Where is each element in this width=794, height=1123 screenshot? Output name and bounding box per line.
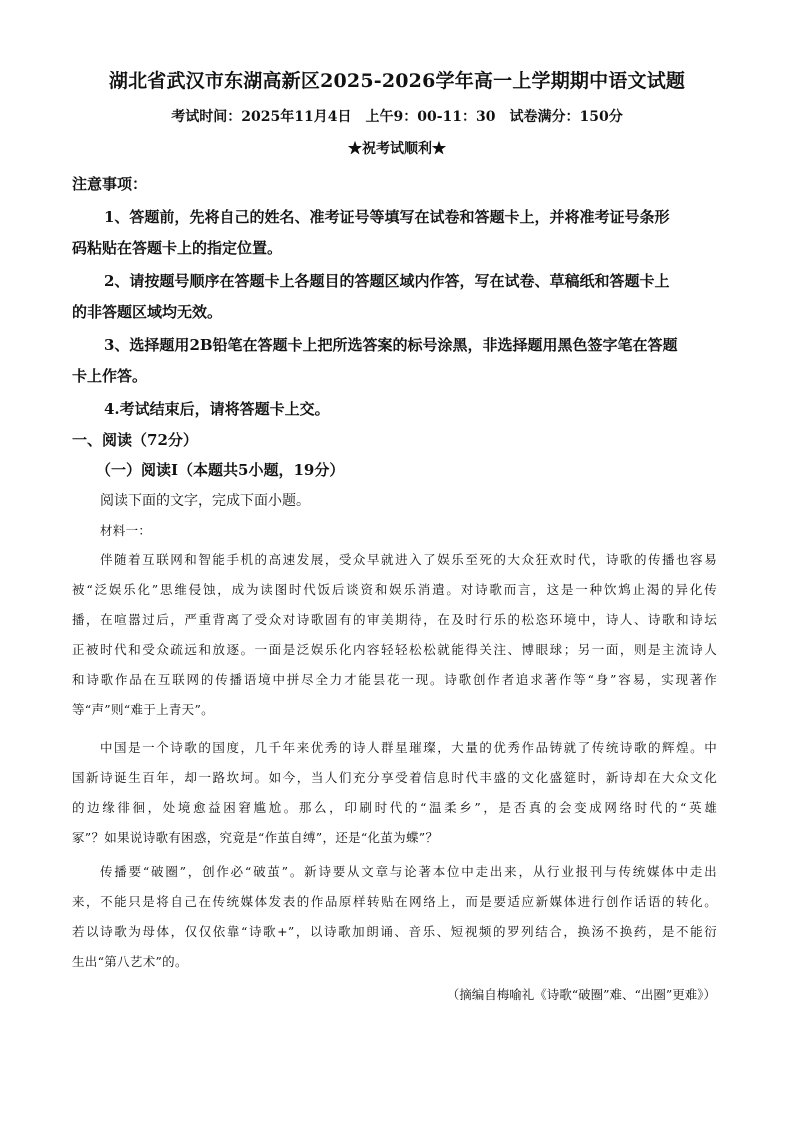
material-label: 材料一： xyxy=(100,523,152,538)
passage-source: （摘编自梅喻礼《诗歌“破圈”难、“出圈”更难》） xyxy=(446,987,716,1002)
exam-info: 考试时间：2025年11月4日 上午9：00-11：30 试卷满分：150分 xyxy=(171,109,623,125)
page-title: 湖北省武汉市东湖高新区2025-2026学年高一上学期期中语文试题 xyxy=(108,70,686,92)
notice-item-1-line-1: 1、答题前，先将自己的姓名、准考证号等填写在试卷和答题卡上，并将准考证号条形 xyxy=(104,208,670,226)
passage-line: 播，在喧嚣过后，严重背离了受众对诗歌固有的审美期待，在及时行乐的松恣环境中，诗人、诗歌和诗坛 xyxy=(72,612,717,627)
notice-item-2-line-1: 2、请按题号顺序在答题卡上各题目的答题区域内作答，写在试卷、草稿纸和答题卡上 xyxy=(104,272,670,290)
passage-line: 和诗歌作品在互联网的传播语境中拼尽全力才能昙花一现。诗歌创作者追求著作等“身”容易，实现著作 xyxy=(72,672,717,687)
instruction: 阅读下面的文字，完成下面小题。 xyxy=(100,493,310,509)
notice-item-3-line-2: 卡上作答。 xyxy=(72,367,148,385)
passage-line: 传播要“破圈”，创作必“破茧”。新诗要从文章与论著本位中走出来，从行业报刊与传统媒体中走出 xyxy=(100,864,717,879)
passage-line: 的边缘徘徊，处境愈益困窘尴尬。那么，印刷时代的“温柔乡”，是否真的会变成网络时代的“英雄 xyxy=(72,800,717,815)
passage-line: 伴随着互联网和智能手机的高速发展，受众早就进入了娱乐至死的大众狂欢时代，诗歌的传播也容易 xyxy=(100,552,717,567)
notice-item-4: 4.考试结束后，请将答题卡上交。 xyxy=(104,400,330,418)
notice-item-3-line-1: 3、选择题用2B铅笔在答题卡上把所选答案的标号涂黑，非选择题用黑色签字笔在答题 xyxy=(104,336,678,354)
passage-line: 生出“第八艺术”的。 xyxy=(72,954,188,969)
passage-line: 来，不能只是将自己在传统媒体发表的作品原样转贴在网络上，而是要适应新媒体进行创作话语的转化。 xyxy=(72,894,717,909)
notice-item-1-line-2: 码粘贴在答题卡上的指定位置。 xyxy=(72,239,283,257)
notice-item-2-line-2: 的非答题区域均无效。 xyxy=(72,303,223,321)
passage-line: 正被时代和受众疏远和放逐。一面是泛娱乐化内容轻轻松松就能得关注、博眼球；另一面，则是主流诗人 xyxy=(72,642,717,657)
passage-line: 等“声”则“难于上青天”。 xyxy=(72,702,214,717)
passage-line: 若以诗歌为母体，仅仅依靠“诗歌+”，以诗歌加朗诵、音乐、短视频的罗列结合，换汤不换药，是不能衍 xyxy=(72,924,717,939)
passage-line: 被“泛娱乐化”思维侵蚀，成为读图时代饭后谈资和娱乐消遣。对诗歌而言，这是一种饮鸩止渴的异化传 xyxy=(72,582,717,597)
passage-line: 国新诗诞生百年，却一路坎坷。如今，当人们充分享受着信息时代丰盛的文化盛筵时，新诗却在大众文化 xyxy=(72,770,717,785)
section-subheading: （一）阅读Ⅰ（本题共5小题，19分） xyxy=(96,461,345,479)
passage-line: 中国是一个诗歌的国度，几千年来优秀的诗人群星璀璨，大量的优秀作品铸就了传统诗歌的辉煌。中 xyxy=(100,740,717,755)
blessing: ★祝考试顺利★ xyxy=(348,141,446,157)
passage-line: 冢”？如果说诗歌有困惑，究竟是“作茧自缚”，还是“化茧为蝶”？ xyxy=(72,830,439,845)
section-heading: 一、阅读（72分） xyxy=(72,431,198,449)
notice-heading: 注意事项： xyxy=(72,175,148,193)
